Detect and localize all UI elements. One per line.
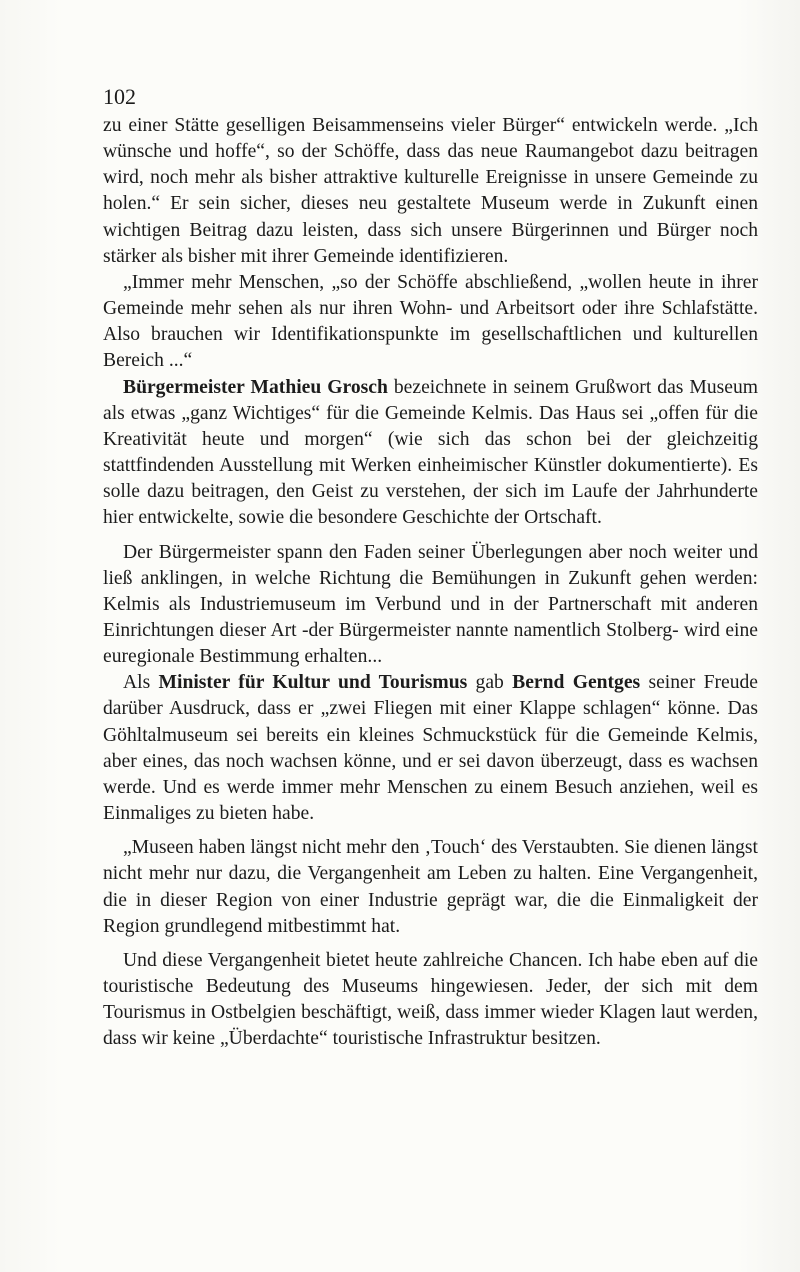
paragraph-5-pre: Als: [123, 672, 159, 694]
mayor-name: Bürgermeister Mathieu Grosch: [123, 376, 388, 398]
body-text: [103, 113, 758, 1052]
paragraph-3: [103, 375, 758, 532]
paragraph-2: „Immer mehr Menschen, „so der Schöffe abschließend, „wollen heute in ihrer Gemeinde mehr sehen als nur ihren Wohn- und Arbeitsort oder ihre Schlafstätte. Also brauchen wir Identifikationspunkte im gesellschaftlichen und kulturellen Bereich ...“: [103, 271, 758, 372]
paragraph-6: „Museen haben längst nicht mehr den ‚Touch‘ des Verstaubten. Sie dienen längst nicht mehr nur dazu, die Vergangenheit am Leben zu halten. Eine Vergangenheit, die in dieser Region von einer Industrie geprägt war, die die Einmaligkeit der Region grundlegend mitbestimmt hat.: [103, 837, 758, 937]
paragraph-5-mid: gab: [467, 672, 513, 694]
minister-title: Minister für Kultur und Tourismus: [158, 672, 468, 694]
paragraph-7: Und diese Vergangenheit bietet heute zahlreiche Chancen. Ich habe eben auf die touristische Bedeutung des Museums hingewiesen. Jeder, der sich mit dem Tourismus in Ostbelgien beschäftigt, weiß, dass immer wieder Klagen laut werden, dass wir keine „Überdachte“ touristische Infrastruktur besitzen.: [103, 949, 758, 1050]
paragraph-5: [103, 670, 758, 827]
minister-name: Bernd Gentges: [512, 672, 641, 694]
paragraph-4: Der Bürgermeister spann den Faden seiner Überlegungen aber noch weiter und ließ anklingen, in welche Richtung die Bemühungen in Zukunft gehen werden: Kelmis als Industriemuseum im Verbund und in der Partnerschaft mit anderen Einrichtungen dieser Art -der Bürgermeister nannte namentlich Stolberg- wird eine euregionale Bestimmung erhalten...: [103, 541, 758, 668]
paragraph-1: zu einer Stätte geselligen Beisammenseins vieler Bürger“ entwickeln werde. „Ich wünsche und hoffe“, so der Schöffe, dass das neue Raumangebot dazu beitragen wird, noch mehr als bisher attraktive kulturelle Ereignisse in unsere Gemeinde zu holen.“ Er sein sicher, dieses neu gestaltete Museum werde in Zukunft einen wichtigen Beitrag dazu leisten, dass sich unsere Bürgerinnen und Bürger noch stärker als bisher mit ihrer Gemeinde identifizieren.: [103, 115, 758, 267]
paragraph-5-text: seiner Freude darüber Ausdruck, dass er „zwei Fliegen mit einer Klappe schlagen“ könne. Das Göhltalmuseum sei bereits ein kleines Schmuckstück für die Gemeinde Kelmis, aber eines, das noch wachsen könne, und er sei davon überzeugt, dass es wachsen werde. Und es werde immer mehr Menschen zu einem Besuch anziehen, weil es Einmaliges zu bieten habe.: [103, 672, 758, 825]
page-number: 102: [103, 84, 136, 109]
paragraph-3-text: bezeichnete in seinem Grußwort das Museum als etwas „ganz Wichtiges“ für die Gemeinde Kelmis. Das Haus sei „offen für die Kreativität heute und morgen“ (wie sich das schon bei der gleichzeitig stattfindenden Ausstellung mit Werken einheimischer Künstler dokumentierte). Es solle dazu beitragen, den Geist zu verstehen, der sich im Laufe der Jahrhunderte hier entwickelte, sowie die besondere Geschichte der Ortschaft.: [103, 376, 758, 529]
